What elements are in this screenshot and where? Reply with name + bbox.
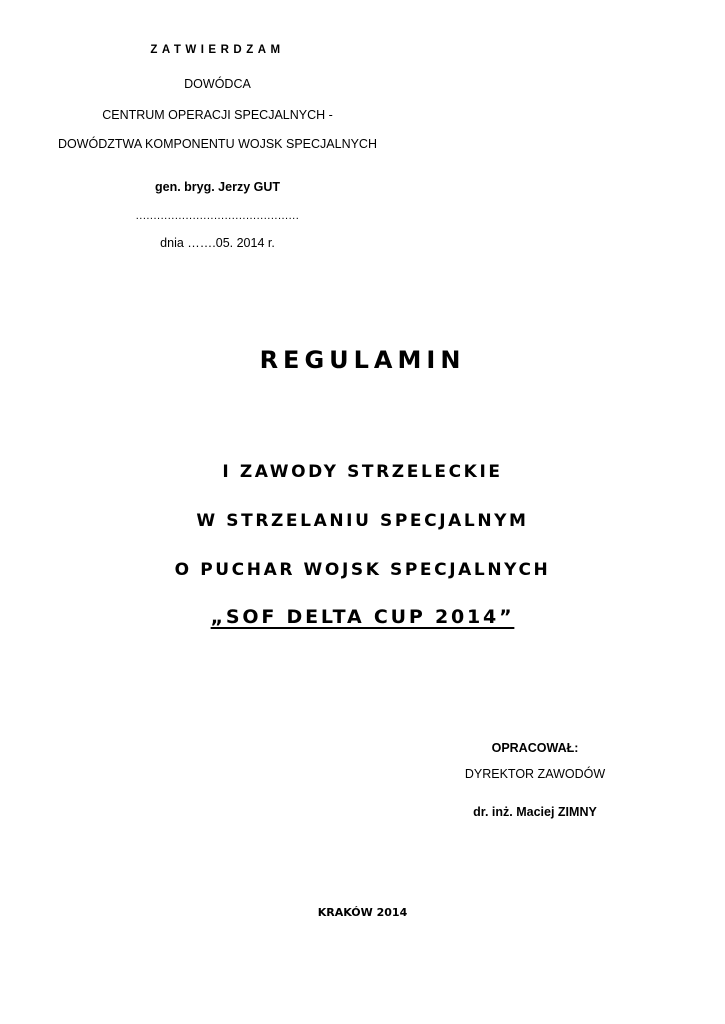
- event-name: [0, 606, 725, 628]
- subtitle-line-2: W STRZELANIU SPECJALNYM: [196, 511, 529, 531]
- subtitle-line-3: O PUCHAR WOJSK SPECJALNYCH: [174, 560, 551, 580]
- prepared-by-label: OPRACOWAŁ:: [491, 741, 579, 755]
- approval-heading: ZATWIERDZAM: [150, 44, 285, 56]
- event-name-text: „SOF DELTA CUP 2014”: [210, 606, 515, 628]
- place-and-year: KRAKÓW 2014: [317, 906, 408, 919]
- commander-title: DOWÓDCA: [184, 77, 251, 91]
- special-operations-center: CENTRUM OPERACJI SPECJALNYCH -: [102, 108, 333, 122]
- approval-date: dnia …….05. 2014 r.: [160, 236, 275, 250]
- general-name: gen. bryg. Jerzy GUT: [154, 180, 281, 194]
- component-command: DOWÓDZTWA KOMPONENTU WOJSK SPECJALNYCH: [57, 137, 377, 151]
- subtitle-line-1: I ZAWODY STRZELECKIE: [222, 462, 503, 482]
- signature-line: ..............................................: [135, 210, 300, 222]
- director-title: DYREKTOR ZAWODÓW: [464, 767, 606, 781]
- document-title: REGULAMIN: [259, 346, 466, 374]
- author-name: dr. inż. Maciej ZIMNY: [473, 805, 597, 819]
